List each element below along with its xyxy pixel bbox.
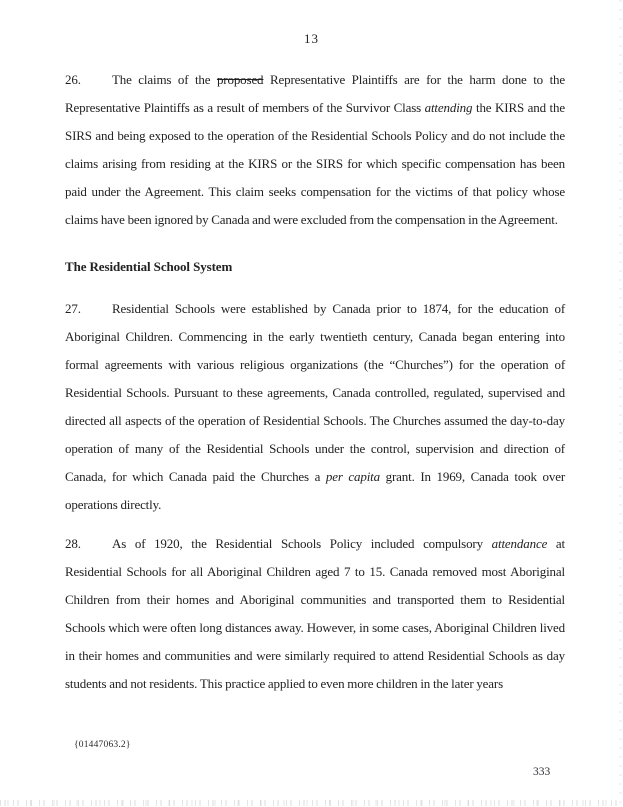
text-segment: As of 1920, the Residential Schools Policy included compulsory xyxy=(112,536,492,551)
text-segment: at Residential Schools for all Aboriginal Children aged 7 to 15. Canada removed most Aboriginal Children from their homes and Aboriginal communities and transported them to Residential Schools which were often long distances away. However, in some cases, Aboriginal Children lived in their homes and communities and were similarly required to attend Residential Schools as day students and not residents. This practice applied to even more children in the later years xyxy=(65,536,565,691)
text-segment-strike: proposed xyxy=(216,72,264,87)
text-segment: The claims of the xyxy=(112,72,217,87)
text-segment-italic: attendance xyxy=(491,536,548,551)
document-body xyxy=(65,66,565,698)
scan-edge-noise xyxy=(619,0,622,807)
text-segment: grant. In 1969, Canada took over operations directly. xyxy=(65,469,566,512)
scan-noise-band xyxy=(0,800,623,806)
top-page-number: 13 xyxy=(304,31,319,46)
text-segment-italic: attending xyxy=(424,100,473,115)
paragraph-28 xyxy=(65,530,565,698)
section-heading: The Residential School System xyxy=(65,259,233,274)
text-segment: Residential Schools were established by Canada prior to 1874, for the education of Aboriginal Children. Commencing in the early twentieth century, Canada began entering into formal agreements with various religious organizations (the “Churches”) for the operation of Residential Schools. Pursuant to these agreements, Canada controlled, regulated, supervised and directed all aspects of the operation of Residential Schools. The Churches assumed the day-to-day operation of many of the Residential Schools under the control, supervision and direction of Canada, for which Canada paid the Churches a xyxy=(65,301,565,484)
text-segment: Representative Plaintiffs are for the harm done to the Representative Plaintiffs as a result of members of the Survivor Class xyxy=(65,72,565,115)
paragraph-number: 27. xyxy=(65,301,81,316)
paragraph-number: 28. xyxy=(65,536,81,551)
paragraph-number: 26. xyxy=(65,72,81,87)
footer-document-reference: {01447063.2} xyxy=(74,740,131,750)
text-segment: the KIRS and the SIRS and being exposed to the operation of the Residential Schools Policy and do not include the claims arising from residing at the KIRS or the SIRS for which specific compensation has been paid under the Agreement. This claim seeks compensation for the victims of that policy whose claims have been ignored by Canada and were excluded from the compensation in the Agreement. xyxy=(65,100,565,227)
text-segment-italic: per capita xyxy=(325,469,380,484)
paragraph-27 xyxy=(65,295,565,519)
paragraph-26 xyxy=(65,66,565,234)
bottom-page-number: 333 xyxy=(533,766,551,778)
